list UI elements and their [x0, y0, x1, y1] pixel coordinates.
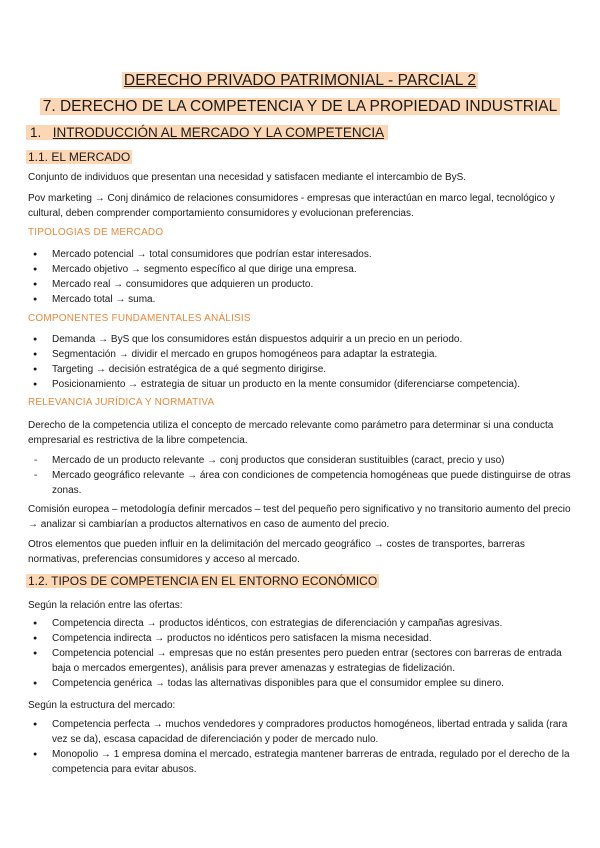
list-item: ● Targeting → decisión estratégica de a qué segmento dirigirse. [28, 362, 576, 377]
chapter-title [0, 98, 600, 116]
comision-paragraph: Comisión europea – metodología definir mercados – test del pequeño pero significativo y no transitorio aumento del precio → analizar si cambiarían a productos alternativos en caso de aumento del precio. [28, 504, 571, 530]
tipologias-heading: TIPOLOGIAS DE MERCADO [28, 227, 164, 238]
section-1-heading [26, 125, 388, 140]
ofertas-list [28, 616, 576, 691]
section-1-1-heading [26, 150, 132, 164]
document-title [0, 72, 600, 90]
list-item: ● Competencia directa → productos idénticos, con estrategias de diferenciación y campañas agresivas. [28, 616, 576, 631]
section-1-number: 1. [30, 125, 42, 140]
list-item: ● Mercado real → consumidores que adquieren un producto. [28, 277, 576, 292]
list-item: ● Posicionamiento → estrategia de situar un producto en la mente consumidor (diferenciarse competencia). [28, 377, 576, 392]
ofertas-intro: Según la relación entre las ofertas: [28, 600, 183, 611]
relevancia-paragraph: Derecho de la competencia utiliza el concepto de mercado relevante como parámetro para determinar si una conducta empresarial es restrictiva de la libre competencia. [28, 420, 554, 446]
mercado-definition: Conjunto de individuos que presentan una necesidad y satisfacen mediante el intercambio de ByS. [28, 172, 467, 183]
list-item: ● Competencia indirecta → productos no idénticos pero satisfacen la misma necesidad. [28, 631, 576, 646]
list-item: ● Mercado objetivo → segmento específico al que dirige una empresa. [28, 262, 576, 277]
relevancia-list [28, 453, 576, 498]
list-item: ● Competencia genérica → todas las alternativas disponibles para que el consumidor emplee su dinero. [28, 676, 576, 691]
estructura-list [28, 717, 576, 777]
document-title-text: DERECHO PRIVADO PATRIMONIAL - PARCIAL 2 [123, 72, 477, 89]
list-item: ● Monopolio → 1 empresa domina el mercado, estrategia mantener barreras de entrada, regulado por el derecho de la competencia para evitar abusos. [28, 747, 576, 777]
section-1-2-title: 1.2. TIPOS DE COMPETENCIA EN EL ENTORNO ECONÓMICO [28, 574, 378, 588]
relevancia-heading: RELEVANCIA JURÍDICA Y NORMATIVA [28, 397, 215, 408]
otros-elementos-paragraph: Otros elementos que pueden influir en la delimitación del mercado geográfico → costes de transportes, barreras normativas, preferencias consumidores y acceso al mercado. [28, 539, 525, 565]
list-item: ● Mercado total → suma. [28, 292, 576, 307]
componentes-list [28, 332, 576, 392]
list-item: - Mercado de un producto relevante → conj productos que consideran sustituibles (caract, precio y uso) [28, 453, 576, 468]
list-item: - Mercado geográfico relevante → área con condiciones de competencia homogéneas que puede distinguirse de otras zonas. [28, 468, 576, 498]
estructura-intro: Según la estructura del mercado: [28, 700, 176, 711]
chapter-title-text: 7. DERECHO DE LA COMPETENCIA Y DE LA PROPIEDAD INDUSTRIAL [40, 98, 561, 115]
list-item: ● Mercado potencial → total consumidores que podrían estar interesados. [28, 247, 576, 262]
list-item: ● Segmentación → dividir el mercado en grupos homogéneos para adaptar la estrategia. [28, 347, 576, 362]
list-item: ● Competencia perfecta → muchos vendedores y compradores productos homogéneos, libertad entrada y salida (rara vez se da), escasa capacidad de diferenciación y poder de mercado nulo. [28, 717, 576, 747]
marketing-paragraph: Pov marketing → Conj dinámico de relaciones consumidores - empresas que interactúan en marco legal, tecnológico y cultural, deben comprender comportamiento consumidores y evolucionan preferencias. [28, 193, 555, 219]
list-item: ● Competencia potencial → empresas que no están presentes pero pueden entrar (sectores con barreras de entrada baja o mercados emergentes), análisis para prever amenazas y estrategias de fidelización. [28, 646, 576, 676]
section-1-1-title: 1.1. EL MERCADO [28, 150, 131, 164]
tipologias-list [28, 247, 576, 307]
section-1-title: INTRODUCCIÓN AL MERCADO Y LA COMPETENCIA [52, 125, 385, 140]
componentes-heading: COMPONENTES FUNDAMENTALES ANÁLISIS [28, 313, 251, 324]
list-item: ● Demanda → ByS que los consumidores están dispuestos adquirir a un precio en un periodo. [28, 332, 576, 347]
section-1-2-heading [26, 574, 379, 588]
